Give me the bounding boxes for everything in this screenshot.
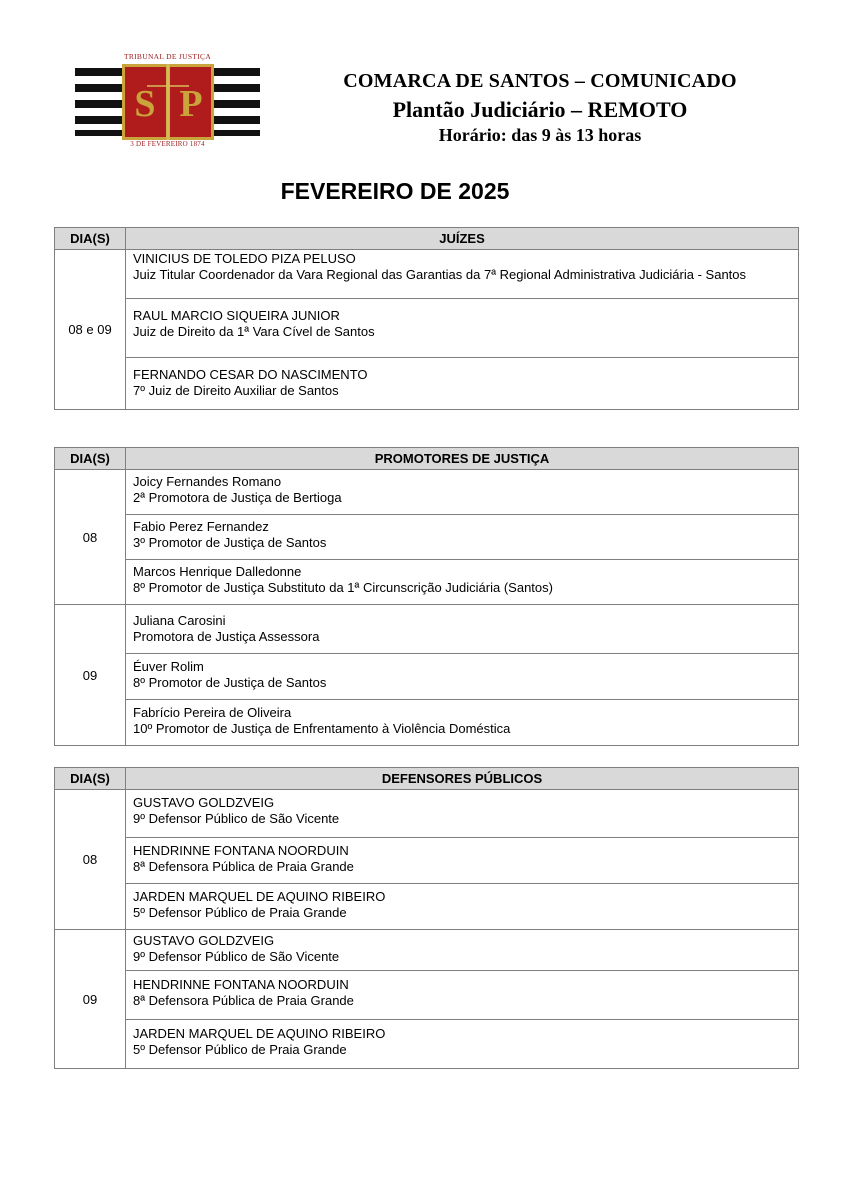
header-subtitle: Plantão Judiciário – REMOTO [392, 97, 688, 122]
person-role: 8º Promotor de Justiça Substituto da 1ª Circunscrição Judiciária (Santos) [133, 580, 553, 595]
person-role: 8ª Defensora Pública de Praia Grande [133, 993, 354, 1008]
person-cell [126, 654, 799, 700]
person-cell [126, 790, 799, 838]
person-name: JARDEN MARQUEL DE AQUINO RIBEIRO [133, 1026, 386, 1041]
table-row [55, 470, 799, 515]
table-header-row [55, 228, 799, 250]
table-row [55, 790, 799, 838]
person-name: Marcos Henrique Dalledonne [133, 564, 302, 579]
person-name: RAUL MARCIO SIQUEIRA JUNIOR [133, 308, 340, 323]
sao-paulo-flag-icon [75, 64, 260, 140]
col-day-header: DIA(S) [55, 228, 126, 250]
table-row [55, 299, 799, 358]
person-cell [126, 838, 799, 884]
person-cell [126, 515, 799, 560]
table-row [55, 838, 799, 884]
person-name: VINICIUS DE TOLEDO PIZA PELUSO [133, 251, 356, 266]
person-cell [126, 1020, 799, 1069]
person-name: Fabrício Pereira de Oliveira [133, 705, 292, 720]
col-title-header: JUÍZES [126, 228, 799, 250]
person-role: 5º Defensor Público de Praia Grande [133, 905, 347, 920]
person-role: 5º Defensor Público de Praia Grande [133, 1042, 347, 1057]
header-hours: Horário: das 9 às 13 horas [438, 125, 642, 145]
person-name: FERNANDO CESAR DO NASCIMENTO [133, 367, 368, 382]
person-role: 7º Juiz de Direito Auxiliar de Santos [133, 383, 339, 398]
day-cell: 09 [55, 930, 126, 1069]
day-cell: 08 e 09 [55, 250, 126, 410]
person-cell [126, 605, 799, 654]
defenders-table [54, 767, 799, 1069]
person-cell [126, 250, 799, 299]
person-name: Joicy Fernandes Romano [133, 474, 282, 489]
person-role: Juiz de Direito da 1ª Vara Cível de Santos [133, 324, 375, 339]
person-name: HENDRINNE FONTANA NOORDUIN [133, 843, 349, 858]
month-title: FEVEREIRO DE 2025 [280, 178, 510, 204]
table-row [55, 971, 799, 1020]
logo-letter-s: S [134, 83, 156, 125]
table-row [55, 1020, 799, 1069]
court-logo [75, 52, 260, 152]
person-role: 9º Defensor Público de São Vicente [133, 949, 340, 964]
person-cell [126, 930, 799, 971]
table-header-row [55, 768, 799, 790]
day-cell: 09 [55, 605, 126, 746]
person-name: GUSTAVO GOLDZVEIG [133, 933, 275, 948]
judges-table [54, 227, 799, 410]
person-cell [126, 358, 799, 410]
person-name: Éuver Rolim [133, 659, 204, 674]
day-cell: 08 [55, 790, 126, 930]
logo-top-text: TRIBUNAL DE JUSTIÇA [123, 52, 212, 61]
person-cell [126, 971, 799, 1020]
person-role: 8º Promotor de Justiça de Santos [133, 675, 327, 690]
logo-letter-p: P [179, 83, 203, 125]
col-title-header: DEFENSORES PÚBLICOS [126, 768, 799, 790]
person-role: 3º Promotor de Justiça de Santos [133, 535, 327, 550]
person-cell [126, 884, 799, 930]
prosecutors-table [54, 447, 799, 746]
col-day-header: DIA(S) [55, 448, 126, 470]
table-row [55, 654, 799, 700]
person-name: GUSTAVO GOLDZVEIG [133, 795, 275, 810]
person-role: 10º Promotor de Justiça de Enfrentamento à Violência Doméstica [133, 721, 511, 736]
person-role: 8ª Defensora Pública de Praia Grande [133, 859, 354, 874]
person-cell [126, 299, 799, 358]
person-role: 2ª Promotora de Justiça de Bertioga [133, 490, 342, 505]
col-day-header: DIA(S) [55, 768, 126, 790]
person-cell [126, 470, 799, 515]
person-role: Promotora de Justiça Assessora [133, 629, 320, 644]
person-name: HENDRINNE FONTANA NOORDUIN [133, 977, 349, 992]
logo-bottom-text: 3 DE FEVEREIRO 1874 [130, 140, 205, 148]
person-name: Fabio Perez Fernandez [133, 519, 269, 534]
table-row [55, 884, 799, 930]
table-row [55, 930, 799, 971]
table-header-row [55, 448, 799, 470]
col-title-header: PROMOTORES DE JUSTIÇA [126, 448, 799, 470]
person-name: Juliana Carosini [133, 613, 226, 628]
person-cell [126, 560, 799, 605]
table-row [55, 358, 799, 410]
person-role: Juiz Titular Coordenador da Vara Regional das Garantias da 7ª Regional Administrativa Judiciária - Santos [133, 267, 747, 282]
person-role: 9º Defensor Público de São Vicente [133, 811, 340, 826]
day-cell: 08 [55, 470, 126, 605]
table-row [55, 560, 799, 605]
table-row [55, 700, 799, 746]
header-title: COMARCA DE SANTOS – COMUNICADO [343, 70, 737, 92]
table-row [55, 605, 799, 654]
table-row [55, 515, 799, 560]
person-cell [126, 700, 799, 746]
table-row [55, 250, 799, 299]
person-name: JARDEN MARQUEL DE AQUINO RIBEIRO [133, 889, 386, 904]
